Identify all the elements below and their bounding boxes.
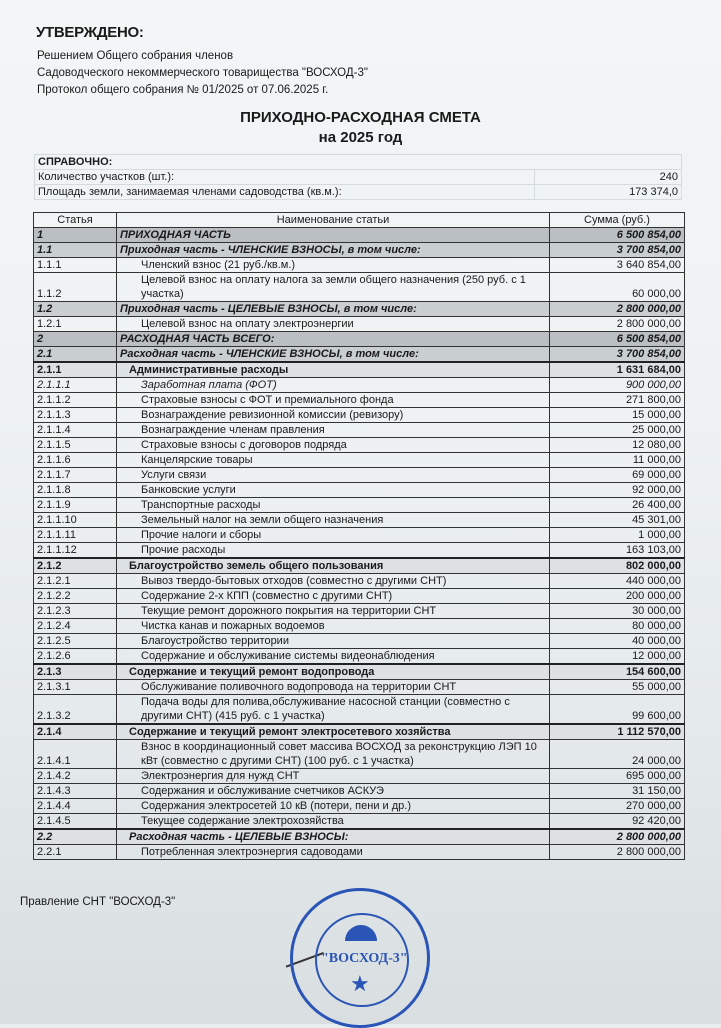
row-name: Благоустройство территории	[117, 634, 550, 649]
column-header-code: Статья	[34, 213, 117, 228]
row-name: Вывоз твердо-бытовых отходов (совместно с другими СНТ)	[117, 574, 550, 589]
table-row	[34, 604, 685, 619]
row-code: 2.1.1.6	[34, 453, 117, 468]
reference-table	[34, 154, 682, 200]
table-row	[34, 558, 685, 574]
row-code: 2.1.2.1	[34, 574, 117, 589]
row-name: Потребленная электроэнергия садоводами	[117, 845, 550, 860]
row-name: Расходная часть - ЧЛЕНСКИЕ ВЗНОСЫ, в том числе:	[117, 347, 550, 363]
row-name: Страховые взносы с договоров подряда	[117, 438, 550, 453]
row-sum: 900 000,00	[550, 378, 685, 393]
approval-details	[37, 48, 368, 99]
row-name: Приходная часть - ЦЕЛЕВЫЕ ВЗНОСЫ, в том числе:	[117, 302, 550, 317]
row-name: Текущее содержание электрохозяйства	[117, 814, 550, 830]
row-code: 1.1	[34, 243, 117, 258]
row-name: Вознаграждение членам правления	[117, 423, 550, 438]
table-row	[34, 228, 685, 243]
star-icon: ★	[350, 971, 370, 996]
table-row	[34, 393, 685, 408]
table-row	[34, 273, 685, 302]
reference-label: Площадь земли, занимаемая членами садоводства (кв.м.):	[35, 185, 535, 200]
row-code: 2.1.1.12	[34, 543, 117, 559]
row-sum: 440 000,00	[550, 574, 685, 589]
reference-value: 173 374,0	[535, 185, 682, 200]
table-row	[34, 784, 685, 799]
row-sum: 26 400,00	[550, 498, 685, 513]
row-name: Благоустройство земель общего пользования	[117, 558, 550, 574]
row-sum: 154 600,00	[550, 664, 685, 680]
approval-line: Садоводческого некоммерческого товарищества "ВОСХОД-3"	[37, 67, 368, 79]
table-row	[34, 845, 685, 860]
row-name: Банковские услуги	[117, 483, 550, 498]
row-code: 2.1.4.1	[34, 740, 117, 769]
table-row	[34, 498, 685, 513]
table-row	[34, 423, 685, 438]
reference-row	[35, 185, 682, 200]
row-code: 2.1.3	[34, 664, 117, 680]
row-code: 2.1.1.11	[34, 528, 117, 543]
table-row	[34, 483, 685, 498]
row-sum: 270 000,00	[550, 799, 685, 814]
reference-label: Количество участков (шт.):	[35, 170, 535, 185]
table-row	[34, 408, 685, 423]
row-code: 2.1.4.3	[34, 784, 117, 799]
row-sum: 45 301,00	[550, 513, 685, 528]
row-code: 2.1.1	[34, 362, 117, 378]
row-name: Содержание и текущий ремонт электросетевого хозяйства	[117, 724, 550, 740]
budget-table	[33, 212, 685, 860]
row-sum: 11 000,00	[550, 453, 685, 468]
table-row	[34, 378, 685, 393]
row-code: 2.1.1.8	[34, 483, 117, 498]
table-row	[34, 649, 685, 665]
row-code: 2	[34, 332, 117, 347]
approved-heading: УТВЕРЖДЕНО:	[36, 24, 144, 41]
table-header	[34, 213, 685, 228]
row-name: Членский взнос (21 руб./кв.м.)	[117, 258, 550, 273]
row-code: 1.1.2	[34, 273, 117, 302]
row-code: 2.2	[34, 829, 117, 845]
row-sum: 2 800 000,00	[550, 845, 685, 860]
row-sum: 60 000,00	[550, 273, 685, 302]
row-code: 1.2	[34, 302, 117, 317]
table-row	[34, 829, 685, 845]
approval-line: Протокол общего собрания № 01/2025 от 07.06.2025 г.	[37, 84, 329, 96]
row-name: Канцелярские товары	[117, 453, 550, 468]
row-name: Административные расходы	[117, 362, 550, 378]
title-line-2: на 2025 год	[318, 129, 403, 146]
row-sum: 1 631 684,00	[550, 362, 685, 378]
row-sum: 200 000,00	[550, 589, 685, 604]
row-code: 2.1.1.3	[34, 408, 117, 423]
row-code: 2.1.3.2	[34, 695, 117, 725]
table-row	[34, 302, 685, 317]
board-signature-label: Правление СНТ "ВОСХОД-3"	[20, 896, 176, 908]
table-row	[34, 528, 685, 543]
row-code: 2.1.4.2	[34, 769, 117, 784]
row-sum: 99 600,00	[550, 695, 685, 725]
table-row	[34, 543, 685, 559]
table-row	[34, 453, 685, 468]
table-row	[34, 695, 685, 725]
row-name: Целевой взнос на оплату электроэнергии	[117, 317, 550, 332]
table-row	[34, 619, 685, 634]
reference-row	[35, 170, 682, 185]
row-code: 2.1.1.1	[34, 378, 117, 393]
row-sum: 12 000,00	[550, 649, 685, 665]
row-name: Расходная часть - ЦЕЛЕВЫЕ ВЗНОСЫ:	[117, 829, 550, 845]
row-name: Земельный налог на земли общего назначения	[117, 513, 550, 528]
row-sum: 1 112 570,00	[550, 724, 685, 740]
row-name: Взнос в координационный совет массива ВОСХОД за реконструкцию ЛЭП 10 кВт (совместно с другими СНТ) (100 руб. с 1 участка)	[117, 740, 550, 769]
row-sum: 40 000,00	[550, 634, 685, 649]
row-sum: 271 800,00	[550, 393, 685, 408]
row-sum: 12 080,00	[550, 438, 685, 453]
approval-line: Решением Общего собрания членов	[37, 50, 234, 62]
row-sum: 15 000,00	[550, 408, 685, 423]
row-name: Услуги связи	[117, 468, 550, 483]
row-name: Целевой взнос на оплату налога за земли общего назначения (250 руб. с 1 участка)	[117, 273, 550, 302]
row-name: Содержания электросетей 10 кВ (потери, пени и др.)	[117, 799, 550, 814]
row-code: 2.1.1.7	[34, 468, 117, 483]
row-name: РАСХОДНАЯ ЧАСТЬ ВСЕГО:	[117, 332, 550, 347]
row-name: Прочие налоги и сборы	[117, 528, 550, 543]
row-code: 2.1.4	[34, 724, 117, 740]
table-row	[34, 680, 685, 695]
row-code: 2.1.2	[34, 558, 117, 574]
row-name: Страховые взносы с ФОТ и премиального фонда	[117, 393, 550, 408]
row-sum: 3 700 854,00	[550, 347, 685, 363]
table-row	[34, 332, 685, 347]
column-header-sum: Сумма (руб.)	[550, 213, 685, 228]
row-code: 2.1.1.2	[34, 393, 117, 408]
row-code: 2.1.2.5	[34, 634, 117, 649]
row-sum: 695 000,00	[550, 769, 685, 784]
table-row	[34, 814, 685, 830]
organization-stamp	[290, 888, 430, 1028]
row-code: 2.2.1	[34, 845, 117, 860]
row-sum: 2 800 000,00	[550, 829, 685, 845]
row-code: 2.1.2.3	[34, 604, 117, 619]
table-row	[34, 468, 685, 483]
row-name: Обслуживание поливочного водопровода на территории СНТ	[117, 680, 550, 695]
row-sum: 92 420,00	[550, 814, 685, 830]
row-sum: 55 000,00	[550, 680, 685, 695]
row-sum: 80 000,00	[550, 619, 685, 634]
row-code: 1.1.1	[34, 258, 117, 273]
row-sum: 25 000,00	[550, 423, 685, 438]
table-row	[34, 243, 685, 258]
row-code: 2.1.2.6	[34, 649, 117, 665]
row-name: Вознаграждение ревизионной комиссии (ревизору)	[117, 408, 550, 423]
title-line-1: ПРИХОДНО-РАСХОДНАЯ СМЕТА	[240, 109, 481, 126]
row-sum: 31 150,00	[550, 784, 685, 799]
row-code: 2.1.3.1	[34, 680, 117, 695]
row-code: 2.1.1.4	[34, 423, 117, 438]
row-name: Прочие расходы	[117, 543, 550, 559]
row-sum: 69 000,00	[550, 468, 685, 483]
row-code: 2.1.2.4	[34, 619, 117, 634]
table-row	[34, 634, 685, 649]
row-name: Содержание и текущий ремонт водопровода	[117, 664, 550, 680]
row-code: 2.1.4.5	[34, 814, 117, 830]
stamp-name: "ВОСХОД-3"	[321, 951, 408, 966]
row-name: Содержание и обслуживание системы видеонаблюдения	[117, 649, 550, 665]
table-row	[34, 799, 685, 814]
reference-value: 240	[535, 170, 682, 185]
row-sum: 92 000,00	[550, 483, 685, 498]
row-sum: 3 640 854,00	[550, 258, 685, 273]
row-sum: 6 500 854,00	[550, 332, 685, 347]
table-row	[34, 574, 685, 589]
row-name: Содержание 2-х КПП (совместно с другими СНТ)	[117, 589, 550, 604]
row-code: 2.1.2.2	[34, 589, 117, 604]
table-row	[34, 513, 685, 528]
row-name: Приходная часть - ЧЛЕНСКИЕ ВЗНОСЫ, в том числе:	[117, 243, 550, 258]
row-code: 2.1.1.9	[34, 498, 117, 513]
row-sum: 1 000,00	[550, 528, 685, 543]
table-row	[34, 347, 685, 363]
table-row	[34, 317, 685, 332]
table-row	[34, 438, 685, 453]
table-row	[34, 589, 685, 604]
table-row	[34, 258, 685, 273]
row-code: 2.1.1.5	[34, 438, 117, 453]
reference-heading: СПРАВОЧНО:	[35, 155, 682, 170]
row-name: Транспортные расходы	[117, 498, 550, 513]
table-row	[34, 362, 685, 378]
table-row	[34, 724, 685, 740]
document-title	[0, 108, 721, 148]
column-header-name: Наименование статьи	[117, 213, 550, 228]
table-row	[34, 664, 685, 680]
row-name: Заработная плата (ФОТ)	[117, 378, 550, 393]
row-name: Электроэнергия для нужд СНТ	[117, 769, 550, 784]
row-sum: 30 000,00	[550, 604, 685, 619]
row-code: 1.2.1	[34, 317, 117, 332]
table-row	[34, 740, 685, 769]
row-sum: 2 800 000,00	[550, 302, 685, 317]
row-name: Содержания и обслуживание счетчиков АСКУЭ	[117, 784, 550, 799]
row-sum: 6 500 854,00	[550, 228, 685, 243]
row-name: Подача воды для полива,обслуживание насосной станции (совместно с другими СНТ) (415 руб. с 1 участка)	[117, 695, 550, 725]
row-code: 2.1.1.10	[34, 513, 117, 528]
row-sum: 3 700 854,00	[550, 243, 685, 258]
row-name: Чистка канав и пожарных водоемов	[117, 619, 550, 634]
row-name: ПРИХОДНАЯ ЧАСТЬ	[117, 228, 550, 243]
row-sum: 802 000,00	[550, 558, 685, 574]
row-sum: 2 800 000,00	[550, 317, 685, 332]
row-code: 2.1	[34, 347, 117, 363]
row-sum: 163 103,00	[550, 543, 685, 559]
row-code: 1	[34, 228, 117, 243]
row-name: Текущие ремонт дорожного покрытия на территории СНТ	[117, 604, 550, 619]
table-row	[34, 769, 685, 784]
row-sum: 24 000,00	[550, 740, 685, 769]
row-code: 2.1.4.4	[34, 799, 117, 814]
